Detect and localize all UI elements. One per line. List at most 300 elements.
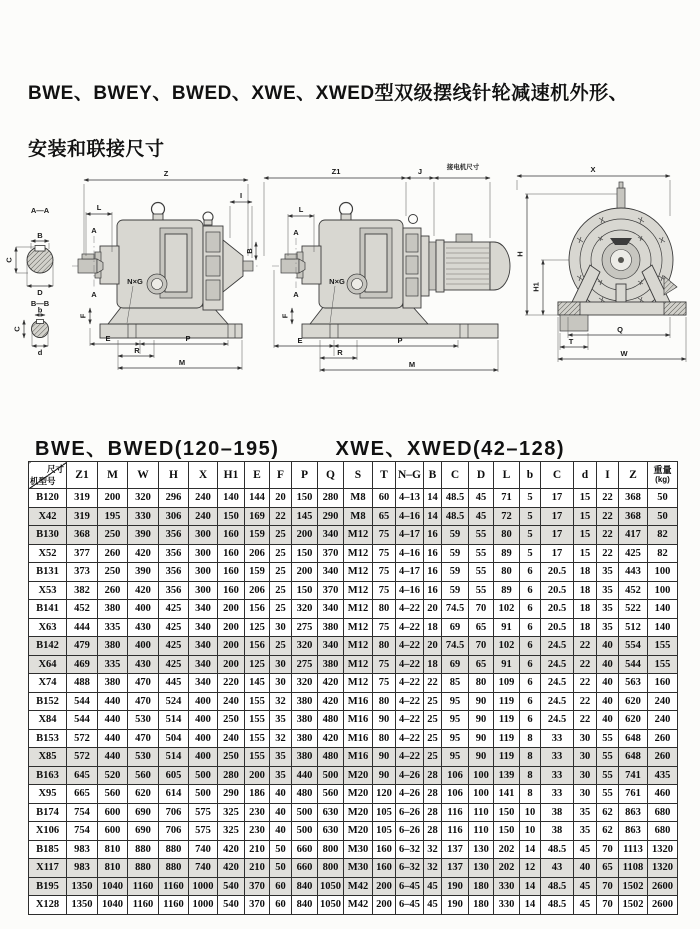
dim-cell: 20 [424,637,442,656]
dim-cell: 70 [597,896,619,915]
dim-cell: 55 [469,563,494,582]
dim-cell: 50 [648,507,678,526]
dim-cell: 110 [469,803,494,822]
dim-cell: 524 [159,692,189,711]
dim-cell: 200 [245,766,270,785]
dim-cell: 600 [98,803,128,822]
dim-cell: 706 [159,803,189,822]
dim-cell: 45 [424,896,442,915]
dim-cell: 35 [270,711,292,730]
dim-label-J: J [417,167,423,176]
dim-cell: 156 [245,600,270,619]
dim-cell: 600 [98,822,128,841]
dim-cell: 6–26 [396,803,424,822]
dim-cell: 5 [520,489,541,508]
dim-cell: 119 [494,711,520,730]
dim-cell: 4–17 [396,526,424,545]
dim-cell: 30 [574,766,597,785]
dim-cell: 80 [494,563,520,582]
dim-cell: 1160 [159,896,189,915]
dim-cell: 356 [159,581,189,600]
dim-cell: 440 [292,766,318,785]
dim-cell: 4–22 [396,674,424,693]
dim-cell: 116 [442,803,469,822]
dim-cell: 280 [318,489,344,508]
dim-cell: 250 [98,563,128,582]
dim-cell: 105 [373,803,396,822]
dim-cell: 40 [597,674,619,693]
dim-cell: 400 [189,729,218,748]
dim-cell: 110 [469,822,494,841]
model-cell-B174: B174 [29,803,67,822]
dim-cell: 25 [270,526,292,545]
dim-cell: 340 [189,655,218,674]
dim-cell: 500 [189,785,218,804]
dim-cell: 160 [218,581,245,600]
model-cell-B120: B120 [29,489,67,508]
dim-cell: 440 [98,748,128,767]
dim-cell: 8 [520,785,541,804]
dim-cell: 500 [318,766,344,785]
dim-cell: 4–22 [396,637,424,656]
dim-cell: 470 [128,692,159,711]
dim-cell: 863 [619,822,648,841]
dim-cell: 620 [128,785,159,804]
dim-cell: 370 [245,877,270,896]
dim-cell: 30 [574,748,597,767]
dim-cell: 80 [494,526,520,545]
dim-label-b: b [37,305,43,315]
dim-cell: 45 [469,507,494,526]
dim-cell: 4–13 [396,489,424,508]
table-row-B153 [29,729,678,748]
dim-cell: 22 [574,655,597,674]
dim-cell: 102 [494,637,520,656]
dim-cell: 665 [67,785,98,804]
dim-cell: 260 [648,729,678,748]
dim-cell: 91 [494,618,520,637]
model-cell-B130: B130 [29,526,67,545]
dim-cell: M16 [344,711,373,730]
dim-cell: 370 [318,544,344,563]
dim-cell: 340 [318,600,344,619]
dim-cell: 70 [469,637,494,656]
dim-cell: 1350 [67,896,98,915]
dim-cell: 35 [597,581,619,600]
model-cell-B153: B153 [29,729,67,748]
dim-cell: 370 [318,581,344,600]
dim-cell: 119 [494,748,520,767]
dim-cell: 6 [520,581,541,600]
column-header-9-P: P [292,462,318,489]
dim-cell: 33 [541,748,574,767]
dim-cell: 544 [619,655,648,674]
dim-cell: 4–16 [396,507,424,526]
dim-cell: 40 [270,822,292,841]
dim-cell: 45 [574,877,597,896]
dim-cell: 155 [245,711,270,730]
dim-cell: 33 [541,729,574,748]
dim-cell: 40 [597,711,619,730]
dim-cell: 22 [270,507,292,526]
dim-cell: 55 [469,544,494,563]
column-header-20-d: d [574,462,597,489]
corner-label-size: 尺寸 [46,464,64,474]
dim-cell: 75 [373,618,396,637]
dim-cell: 520 [98,766,128,785]
dim-cell: 59 [442,526,469,545]
dim-cell: 59 [442,581,469,600]
table-row-X117 [29,859,678,878]
dim-cell: 206 [245,544,270,563]
dim-cell: 24.5 [541,674,574,693]
dim-label-W: W [620,349,628,358]
dim-cell: 340 [189,674,218,693]
table-row-X42 [29,507,678,526]
dim-cell: 140 [648,618,678,637]
dim-cell: M42 [344,877,373,896]
dim-label-M: M [178,358,186,367]
dim-cell: 240 [218,692,245,711]
dim-cell: 45 [574,896,597,915]
dim-cell: 400 [189,748,218,767]
dim-cell: 17 [541,489,574,508]
dim-label-E2: E [297,336,303,345]
dim-cell: 32 [270,729,292,748]
dim-cell: 75 [373,544,396,563]
dim-cell: M30 [344,840,373,859]
dim-cell: 32 [424,859,442,878]
dim-cell: 400 [189,692,218,711]
dim-cell: 28 [424,766,442,785]
dim-cell: 680 [648,822,678,841]
dim-cell: 30 [270,655,292,674]
column-header-19-C: C [541,462,574,489]
dim-cell: 840 [292,877,318,896]
dim-label-Z1: Z1 [331,167,341,176]
dim-cell: 106 [442,766,469,785]
drawing-front-view [516,165,687,362]
dim-cell: 119 [494,729,520,748]
dim-cell: 40 [270,803,292,822]
dim-cell: 137 [442,840,469,859]
dim-cell: 65 [469,655,494,674]
dim-cell: 417 [619,526,648,545]
page-title [28,80,628,164]
dim-cell: 10 [520,822,541,841]
dim-cell: 330 [494,877,520,896]
dim-cell: 296 [159,489,189,508]
dim-cell: 575 [189,803,218,822]
model-cell-X106: X106 [29,822,67,841]
dim-cell: 200 [292,563,318,582]
dim-cell: 380 [292,729,318,748]
table-row-B185 [29,840,678,859]
table-row-X84 [29,711,678,730]
dim-label-d: d [37,348,43,357]
dim-cell: 863 [619,803,648,822]
dim-cell: 62 [597,803,619,822]
dim-cell: M16 [344,729,373,748]
dim-cell: 754 [67,822,98,841]
dim-cell: 59 [442,563,469,582]
dim-cell: 260 [98,581,128,600]
dim-cell: 14 [424,489,442,508]
column-header-2-M: M [98,462,128,489]
dim-cell: 95 [442,711,469,730]
dim-cell: M20 [344,822,373,841]
dim-cell: 4–26 [396,766,424,785]
dim-cell: 22 [574,711,597,730]
dim-cell: 48.5 [442,507,469,526]
dim-cell: 200 [218,618,245,637]
dim-cell: 340 [189,637,218,656]
dim-cell: 220 [218,674,245,693]
column-header-11-S: S [344,462,373,489]
dim-cell: 45 [469,489,494,508]
dim-cell: 200 [292,526,318,545]
dim-cell: 514 [159,748,189,767]
table-row-X85 [29,748,678,767]
dim-cell: 90 [469,748,494,767]
dim-cell: 85 [442,674,469,693]
dim-cell: 275 [292,618,318,637]
dim-cell: 6 [520,618,541,637]
dim-cell: 55 [597,729,619,748]
dim-cell: 17 [541,507,574,526]
dim-cell: 155 [245,692,270,711]
dim-label-NxG2: N×G [329,277,345,286]
dim-cell: 45 [574,840,597,859]
dim-cell: 620 [619,711,648,730]
dim-cell: 260 [648,748,678,767]
dim-cell: 6–32 [396,840,424,859]
dim-cell: 335 [98,618,128,637]
dim-cell: 300 [189,526,218,545]
dim-label-H: H [515,251,525,257]
dim-cell: 25 [424,748,442,767]
dim-cell: 335 [98,655,128,674]
dim-cell: 306 [159,507,189,526]
dim-cell: 180 [469,896,494,915]
dim-cell: 320 [292,674,318,693]
dim-cell: 80 [373,729,396,748]
dim-cell: 71 [494,489,520,508]
dim-cell: 155 [648,637,678,656]
column-header-10-Q: Q [318,462,344,489]
dim-cell: 69 [442,618,469,637]
section-view-a-a [5,206,54,297]
dim-cell: 554 [619,637,648,656]
dim-cell: 210 [245,840,270,859]
dim-cell: 70 [597,877,619,896]
dim-cell: 480 [318,711,344,730]
column-header-3-W: W [128,462,159,489]
dim-cell: M12 [344,618,373,637]
dim-cell: 660 [292,859,318,878]
dim-cell: 420 [128,544,159,563]
dim-cell: 150 [292,489,318,508]
dim-cell: 380 [318,655,344,674]
dim-cell: 25 [270,600,292,619]
dim-cell: 440 [98,692,128,711]
dim-cell: 400 [128,637,159,656]
table-row-B195 [29,877,678,896]
dim-cell: 320 [128,489,159,508]
dim-label-I: I [239,191,243,200]
dim-cell: 43 [541,859,574,878]
dim-cell: 240 [648,711,678,730]
dim-cell: 150 [494,803,520,822]
dim-cell: 89 [494,544,520,563]
dim-cell: 540 [218,896,245,915]
dim-cell: 14 [424,507,442,526]
dim-cell: M12 [344,655,373,674]
dim-cell: 6–32 [396,859,424,878]
model-cell-X74: X74 [29,674,67,693]
dim-cell: 425 [159,637,189,656]
dim-cell: 62 [597,822,619,841]
dim-cell: 740 [189,859,218,878]
dim-cell: 630 [318,803,344,822]
dim-cell: 35 [270,766,292,785]
dim-cell: 160 [373,840,396,859]
dim-cell: 544 [67,711,98,730]
dim-cell: 50 [648,489,678,508]
dim-cell: 356 [159,544,189,563]
dim-cell: 156 [245,637,270,656]
dim-cell: 160 [648,674,678,693]
dim-label-R: R [134,346,140,355]
dim-label-D: D [37,288,43,297]
dim-label-B: B [37,231,43,240]
dim-cell: 1502 [619,896,648,915]
dim-cell: M12 [344,674,373,693]
dim-cell: 20 [424,600,442,619]
dim-label-P2: P [397,336,403,345]
page-title-line2: 安装和联接尺寸 [28,139,165,160]
dim-cell: 160 [218,544,245,563]
dim-cell: 190 [442,877,469,896]
dim-cell: 500 [292,803,318,822]
dim-cell: 14 [520,840,541,859]
dim-cell: 1350 [67,877,98,896]
table-row-X52 [29,544,678,563]
model-cell-B195: B195 [29,877,67,896]
dim-cell: 340 [318,637,344,656]
dim-cell: 35 [597,600,619,619]
dim-cell: 90 [469,692,494,711]
dim-cell: 25 [270,581,292,600]
dim-cell: 59 [442,544,469,563]
dim-cell: 102 [494,600,520,619]
dim-label-P: P [185,334,191,343]
dim-cell: 1040 [98,896,128,915]
dim-cell: 1320 [648,859,678,878]
dim-cell: 24.5 [541,692,574,711]
dim-cell: 1113 [619,840,648,859]
dim-cell: 250 [218,748,245,767]
dim-cell: 95 [442,748,469,767]
dim-cell: 340 [318,563,344,582]
dim-cell: 4–22 [396,692,424,711]
table-row-B142 [29,637,678,656]
dim-cell: 368 [67,526,98,545]
dim-cell: 20 [270,489,292,508]
dim-cell: 840 [292,896,318,915]
dim-cell: 130 [469,859,494,878]
table-row-B163 [29,766,678,785]
dim-cell: 380 [98,637,128,656]
dim-cell: 6 [520,711,541,730]
dim-cell: 24.5 [541,637,574,656]
dim-cell: 319 [67,507,98,526]
dim-cell: 382 [67,581,98,600]
dim-label-X: X [590,165,596,174]
page-title-line1: BWE、BWEY、BWED、XWE、XWED型双级摆线针轮减速机外形、 [28,83,629,104]
dim-cell: 420 [128,581,159,600]
dim-cell: 18 [424,655,442,674]
dim-cell: 109 [494,674,520,693]
dim-cell: 425 [159,618,189,637]
dim-cell: 40 [597,637,619,656]
dim-cell: 32 [270,692,292,711]
dim-label-M2: M [408,360,416,369]
model-cell-X95: X95 [29,785,67,804]
dim-cell: 28 [424,785,442,804]
dim-cell: 330 [494,896,520,915]
dim-cell: 614 [159,785,189,804]
dim-cell: 6 [520,563,541,582]
section-aa-title: A—A [30,206,50,215]
dim-cell: 480 [292,785,318,804]
dim-cell: 810 [98,840,128,859]
dim-cell: 680 [648,803,678,822]
dim-cell: 800 [318,859,344,878]
table-row-X106 [29,822,678,841]
dim-cell: 420 [318,692,344,711]
dim-cell: 290 [218,785,245,804]
technical-drawings [0,156,700,430]
dim-cell: 320 [292,637,318,656]
dim-cell: 95 [442,729,469,748]
column-header-16-D: D [469,462,494,489]
dim-cell: 28 [424,803,442,822]
dim-cell: 572 [67,729,98,748]
dim-cell: 8 [520,729,541,748]
dim-cell: 155 [648,655,678,674]
dim-cell: 741 [619,766,648,785]
dim-cell: 240 [648,692,678,711]
dim-label-NxG: N×G [127,277,143,286]
dim-cell: 2600 [648,877,678,896]
dim-cell: 150 [494,822,520,841]
dim-cell: 25 [424,711,442,730]
column-header-8-F: F [270,462,292,489]
dim-label-E: E [105,334,111,343]
dim-cell: 368 [619,507,648,526]
dim-cell: 452 [619,581,648,600]
dim-cell: 40 [597,655,619,674]
dim-cell: 50 [270,859,292,878]
model-cell-B141: B141 [29,600,67,619]
dim-cell: 648 [619,729,648,748]
dim-cell: 55 [597,766,619,785]
dim-cell: 544 [67,692,98,711]
dim-cell: 380 [318,618,344,637]
dim-cell: 55 [469,526,494,545]
dim-cell: 1160 [128,877,159,896]
